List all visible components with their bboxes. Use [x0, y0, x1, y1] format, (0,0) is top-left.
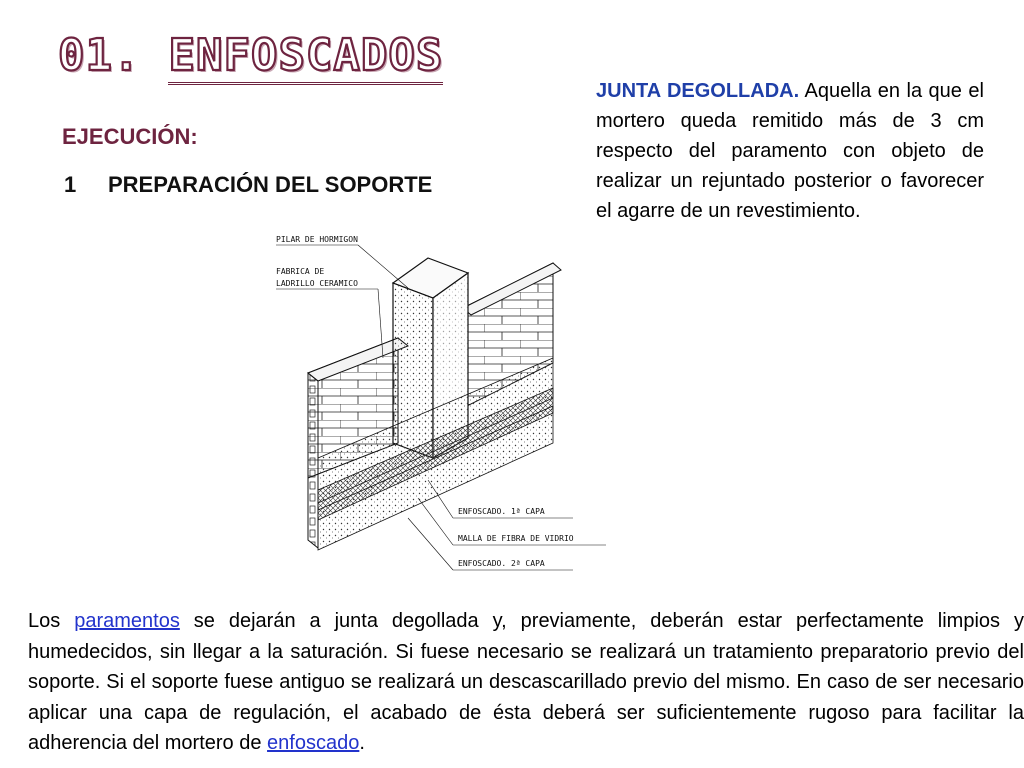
label-second-coat: ENFOSCADO. 2ª CAPA	[458, 559, 545, 568]
definition-text: Aquella en la que el mortero queda remitido más de 3 cm respecto del paramento con objeto de realizar un rejuntado posterior o favorecer el agarre de un revestimiento.	[596, 80, 984, 222]
section-number: 01.	[58, 30, 141, 81]
label-pillar: PILAR DE HORMIGON	[276, 235, 358, 244]
label-brick-1: FABRICA DE	[276, 267, 325, 276]
step-title: PREPARACIÓN DEL SOPORTE	[108, 172, 433, 197]
label-first-coat: ENFOSCADO. 1ª CAPA	[458, 507, 545, 516]
body-text-2: se dejarán a junta degollada y, previamente, deberán estar perfectamente limpios y humedecidos, sin llegar a la saturación. Si fuese necesario se realizará un tratamiento preparatorio previo del soporte. Si el soporte fuese antiguo se realizará un descascarillado previo del mismo. En caso de ser necesario aplicar una capa de regulación, el acabado de ésta deberá ser suficientemente rugoso para facilitar la adherencia del mortero de	[28, 610, 1024, 754]
body-text-3: .	[359, 732, 365, 754]
section-title: ENFOSCADOS	[168, 30, 444, 81]
definition-paragraph	[596, 76, 984, 226]
label-brick-2: LADRILLO CERAMICO	[276, 279, 358, 288]
label-mesh: MALLA DE FIBRA DE VIDRIO	[458, 534, 574, 543]
step-number: 1	[64, 172, 77, 197]
paramentos-link[interactable]: paramentos	[74, 610, 180, 632]
definition-term: JUNTA DEGOLLADA.	[596, 80, 800, 102]
wall-section-drawing	[268, 228, 618, 578]
page-title	[58, 30, 443, 92]
subtitle: EJECUCIÓN:	[62, 124, 198, 149]
body-paragraph	[28, 606, 1024, 759]
body-text-1: Los	[28, 610, 75, 632]
step-heading	[64, 172, 432, 198]
enfoscado-link[interactable]: enfoscado	[267, 732, 360, 754]
